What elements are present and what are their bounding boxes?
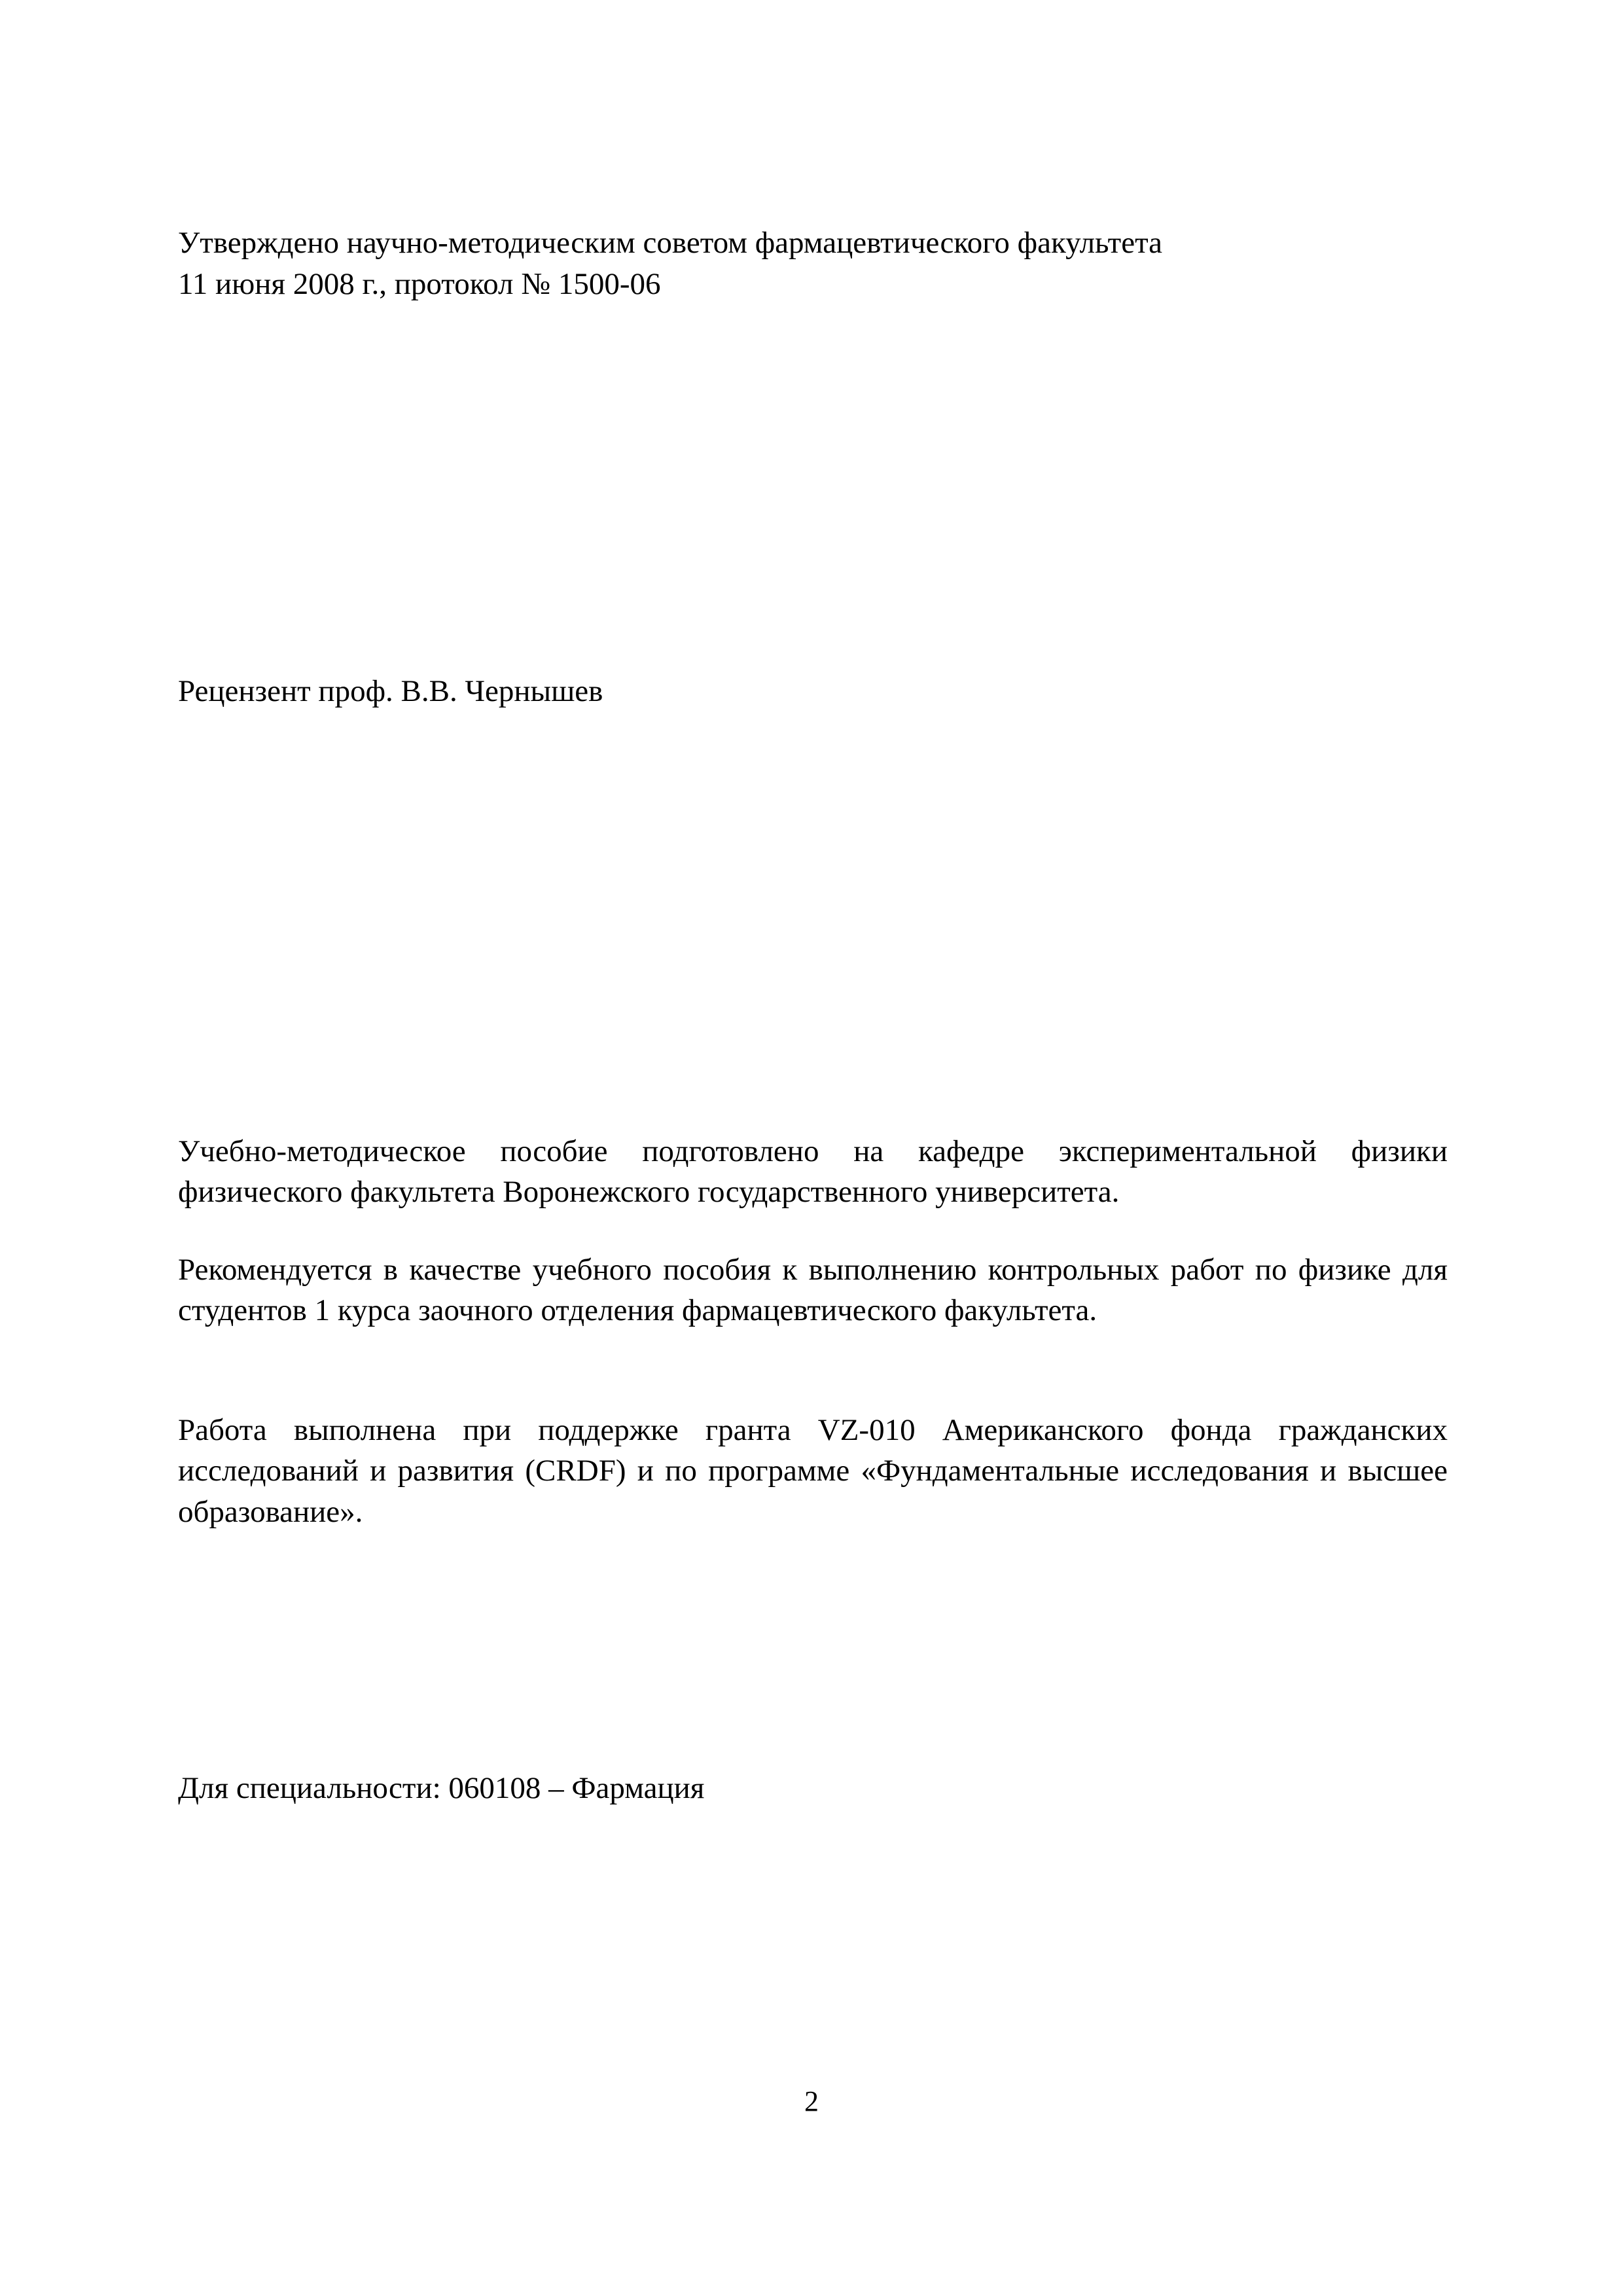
spacer-grant-specialty <box>178 1532 1448 1768</box>
approval-line-2: 11 июня 2008 г., протокол № 1500-06 <box>178 266 661 301</box>
spacer-approval-reviewer <box>178 304 1448 671</box>
page-content <box>178 223 1448 1809</box>
specialty-line: Для специальности: 060108 – Фармация <box>178 1771 705 1805</box>
spacer-about-recommend <box>178 1213 1448 1249</box>
grant-paragraph: Работа выполнена при поддержке гранта VZ-010 Американского фонда гражданских исследований и развития (CRDF) и по программе «Фундаментальные исследования и высшее образование». <box>178 1412 1448 1529</box>
about-paragraph: Учебно-методическое пособие подготовлено на кафедре экспериментальной физики физического факультета Воронежского государственного университета. <box>178 1134 1448 1209</box>
reviewer-line: Рецензент проф. В.В. Чернышев <box>178 674 603 708</box>
approval-block <box>178 223 1448 304</box>
spacer-recommend-grant <box>178 1331 1448 1410</box>
recommendation-paragraph: Рекомендуется в качестве учебного пособия к выполнению контрольных работ по физике для студентов 1 курса заочного отделения фармацевтического факультета. <box>178 1252 1448 1327</box>
approval-line-1: Утверждено научно-методическим советом фармацевтического факультета <box>178 226 1163 260</box>
page-number: 2 <box>804 2085 819 2117</box>
spacer-reviewer-about <box>178 712 1448 1131</box>
